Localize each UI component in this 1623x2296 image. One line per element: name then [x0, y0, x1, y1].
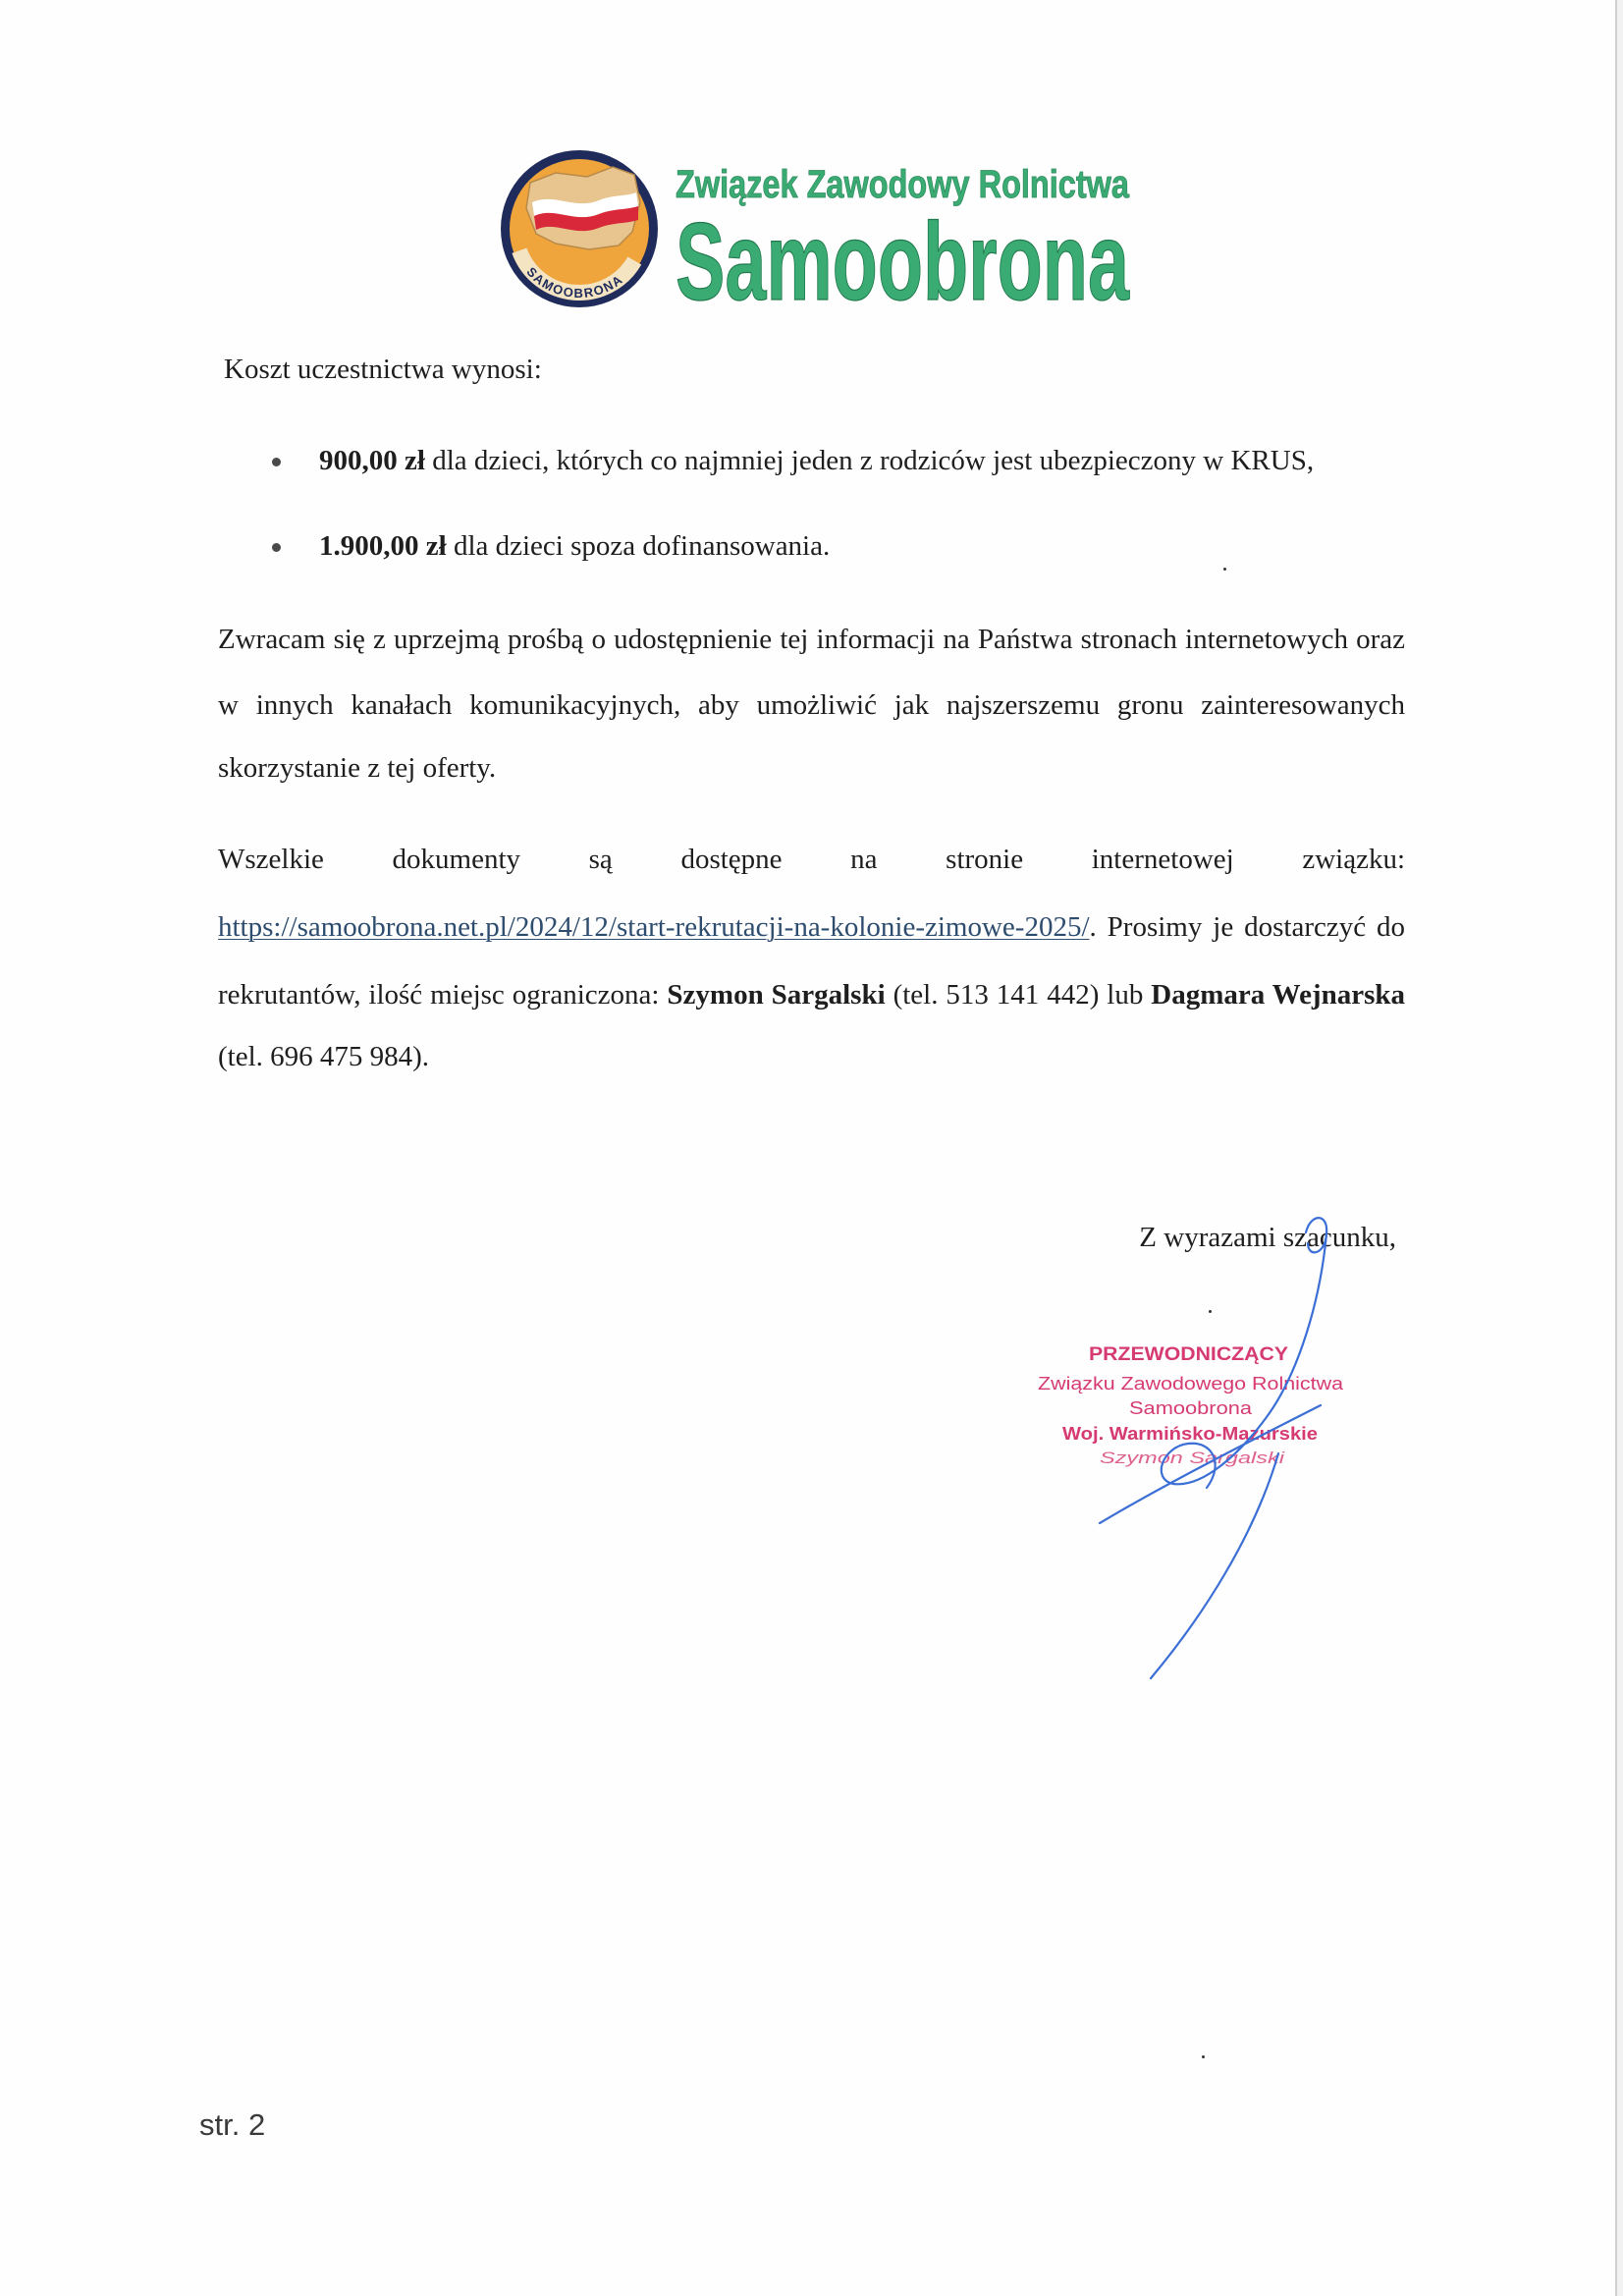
link-trailing-text: . Prosimy je dostarczyć do	[1089, 911, 1405, 943]
stamp-line: Szymon Sargalski	[1100, 1449, 1286, 1467]
paragraph-line: Wszelkie dokumenty są dostępne na stronie internetowej związku:	[218, 844, 1405, 875]
logo-brand-name: Samoobrona	[676, 200, 1130, 323]
recruitment-link[interactable]: https://samoobrona.net.pl/2024/12/start-rekrutacji-na-kolonie-zimowe-2025/	[218, 911, 1090, 943]
cost-description: dla dzieci spoza dofinansowania.	[446, 530, 831, 562]
emblem-icon	[501, 150, 658, 307]
scan-speck	[1223, 568, 1226, 571]
stamp-line: Samoobrona	[1129, 1398, 1254, 1418]
cost-item	[319, 528, 830, 564]
cost-description: dla dzieci, których co najmniej jeden z rodziców jest ubezpieczony w KRUS,	[424, 445, 1315, 476]
paragraph-line	[218, 909, 1405, 945]
scan-speck	[1209, 1310, 1212, 1313]
bullet-icon	[272, 543, 281, 552]
bullet-icon	[272, 458, 281, 466]
logo-union-name: Związek Zawodowy Rolnictwa	[676, 163, 1130, 206]
contact-phone: (tel. 513 141 442) lub	[885, 979, 1152, 1011]
contact-phone: (tel. 696 475 984).	[218, 1041, 430, 1072]
contact-name: Szymon Sargalski	[667, 979, 886, 1011]
paragraph-line: skorzystanie z tej oferty.	[218, 752, 497, 784]
paragraph-line	[218, 977, 1405, 1012]
cost-amount: 1.900,00 zł	[319, 530, 447, 562]
stamp-line: PRZEWODNICZĄCY	[1089, 1344, 1289, 1365]
cost-item	[319, 443, 1314, 478]
union-logo	[491, 137, 1149, 324]
signature-stroke	[1306, 1218, 1326, 1252]
signature-stroke	[1151, 1453, 1278, 1678]
cost-amount: 900,00 zł	[319, 445, 425, 476]
emblem-text: SAMOOBRONA	[523, 264, 626, 301]
stamp-line: Związku Zawodowego Rolnictwa	[1038, 1374, 1345, 1394]
paragraph-line: w innych kanałach komunikacyjnych, aby umożliwić jak najszerszemu gronu zainteresowanych	[218, 689, 1405, 721]
cost-intro: Koszt uczestnictwa wynosi:	[224, 354, 542, 385]
page-number: str. 2	[199, 2107, 266, 2142]
stamp-and-signature	[1021, 1198, 1414, 1699]
official-stamp	[1038, 1344, 1344, 1467]
paragraph-line: Zwracam się z uprzejmą prośbą o udostępnienie tej informacji na Państwa stronach internetowych oraz	[218, 624, 1405, 655]
scan-speck	[1202, 2055, 1205, 2058]
stamp-line: Woj. Warmińsko-Mazurskie	[1062, 1424, 1318, 1444]
contact-name: Dagmara Wejnarska	[1151, 979, 1406, 1011]
contacts-intro: rekrutantów, ilość miejsc ograniczona:	[218, 979, 668, 1011]
closing-salutation: Z wyrazami szacunku,	[1139, 1222, 1396, 1253]
scan-edge	[1617, 0, 1623, 2296]
